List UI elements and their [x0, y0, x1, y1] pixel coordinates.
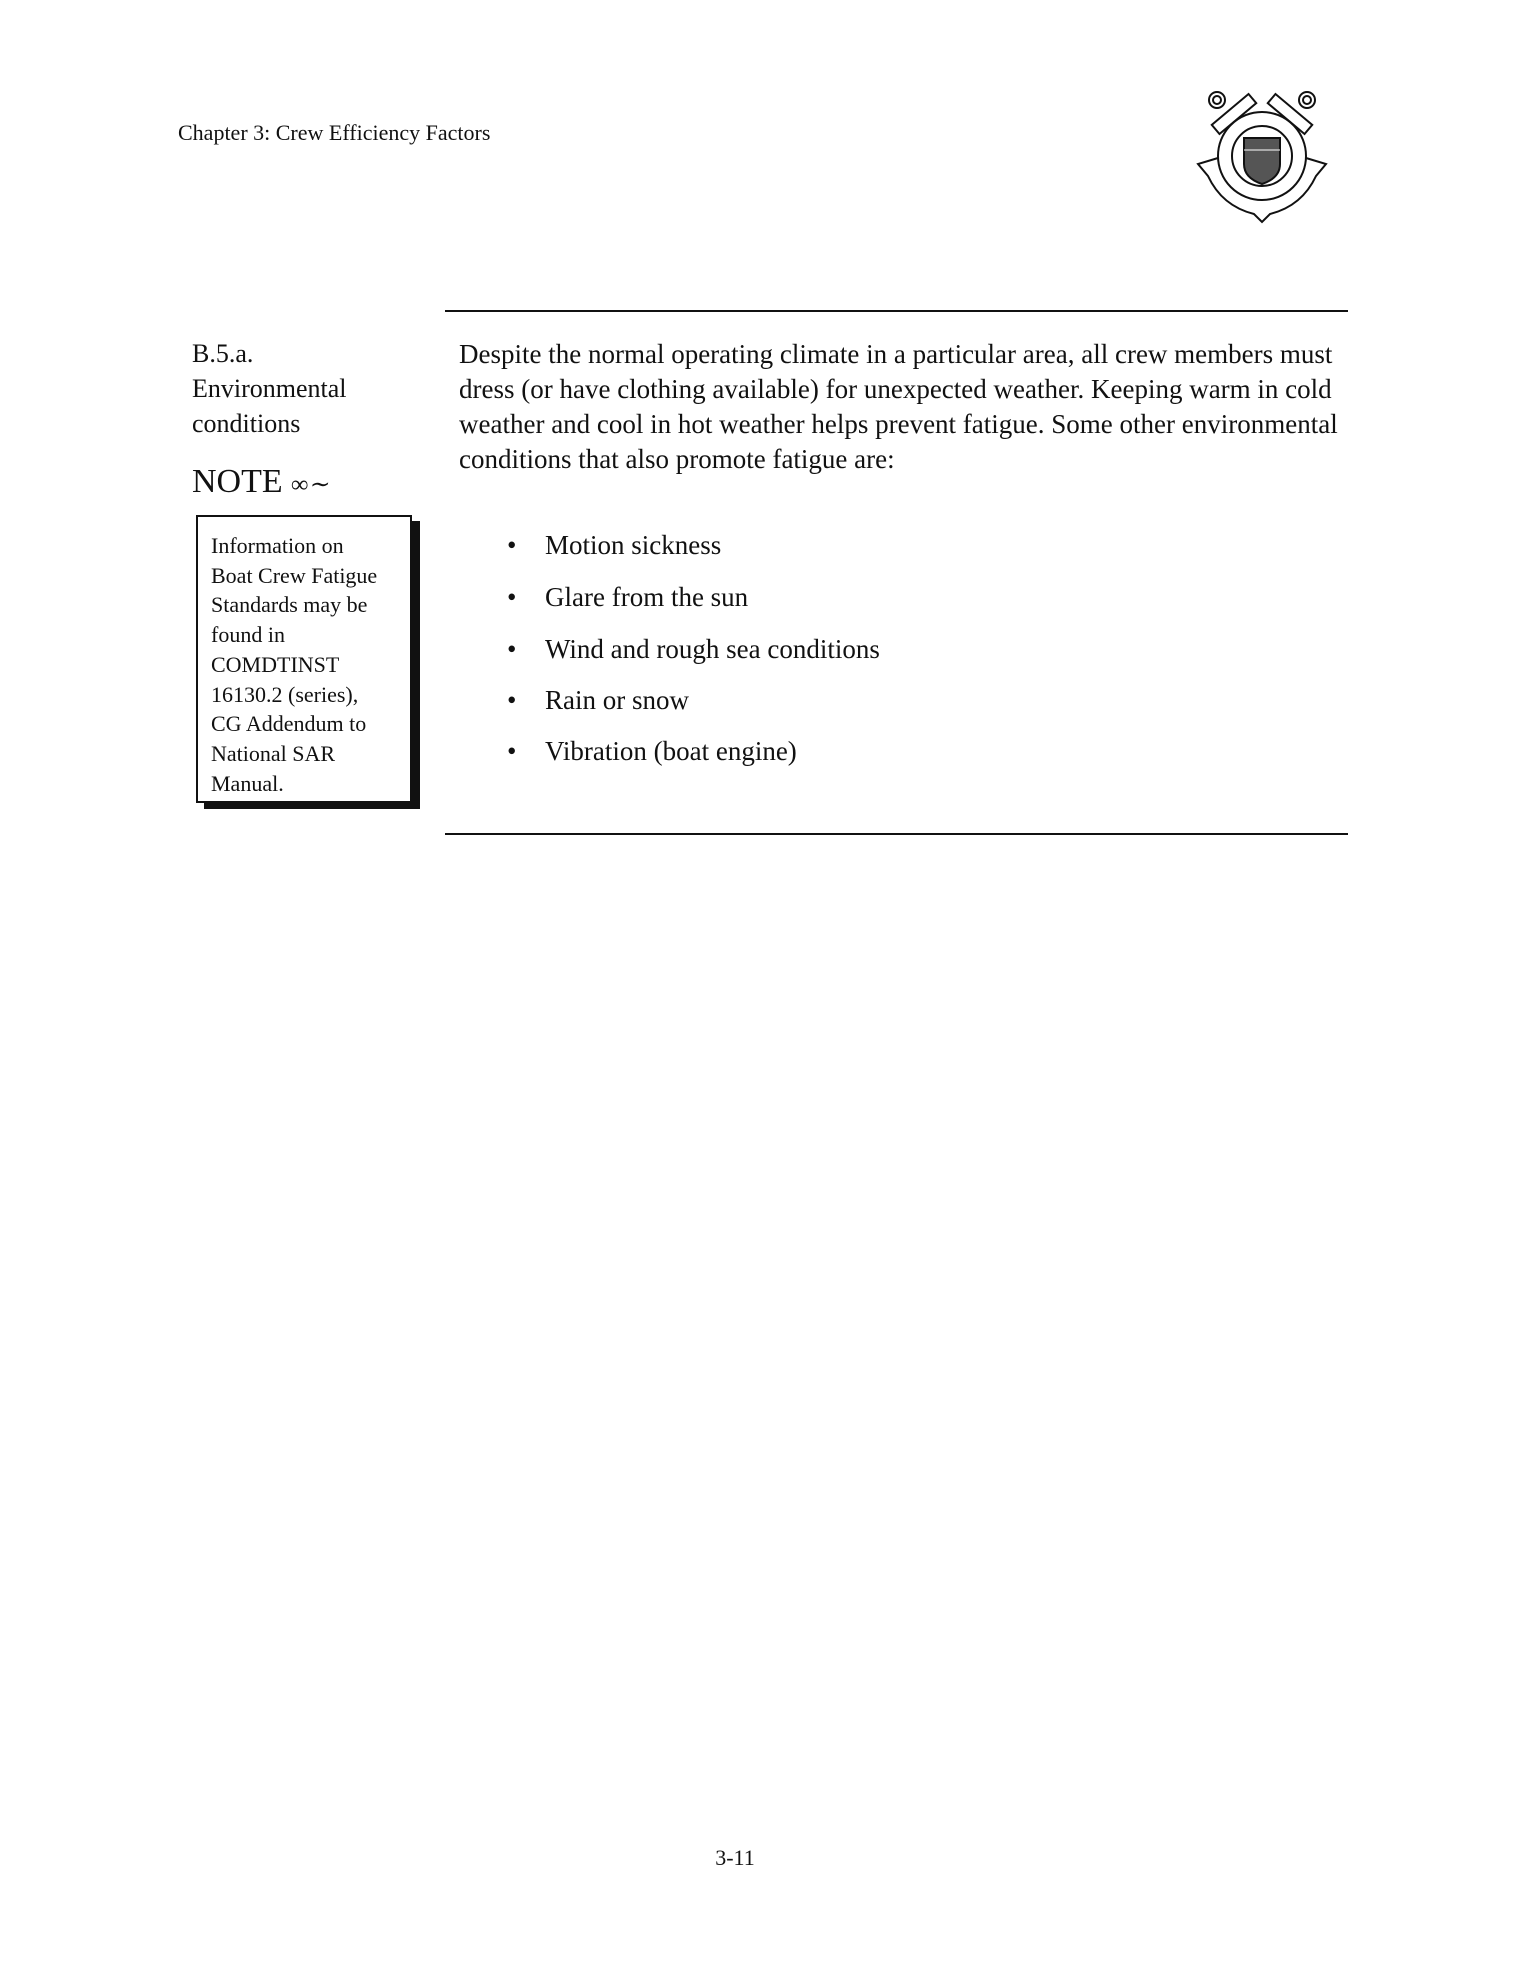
top-rule [445, 310, 1348, 312]
list-item: • Vibration (boat engine) [507, 736, 797, 766]
page-number: 3-11 [715, 1845, 755, 1870]
note-line: Manual. [211, 770, 284, 796]
coast-guard-seal-logo [1192, 86, 1332, 226]
note-heading [192, 463, 328, 501]
note-line: CG Addendum to [211, 711, 367, 737]
bottom-rule [445, 833, 1348, 835]
list-item-text: Vibration (boat engine) [545, 736, 797, 766]
eyeglasses-icon: ∞∼ [291, 472, 329, 498]
section-title-line2: conditions [192, 409, 301, 438]
note-label: NOTE [192, 463, 283, 500]
list-item-text: Glare from the sun [545, 582, 749, 612]
section-heading [192, 336, 347, 441]
list-item-text: Wind and rough sea conditions [545, 634, 880, 664]
list-item: • Glare from the sun [507, 582, 749, 612]
body-paragraph: Despite the normal operating climate in a particular area, all crew members must dress (or have clothing available) for unexpected weather. Keeping warm in cold weather and cool in hot weather helps prevent fatigue. Some other environmental conditions that also promote fatigue are: [459, 339, 1338, 474]
note-box [196, 515, 412, 803]
section-title-line1: Environmental [192, 374, 347, 403]
chapter-header: Chapter 3: Crew Efficiency Factors [178, 120, 491, 145]
note-line: Information on [211, 533, 344, 558]
note-line: National SAR [211, 740, 336, 766]
list-item-text: Rain or snow [545, 685, 689, 715]
note-line: Standards may be [211, 592, 368, 618]
note-line: COMDTINST [211, 651, 340, 677]
note-line: Boat Crew Fatigue [211, 562, 378, 588]
list-item-text: Motion sickness [545, 530, 722, 560]
list-item: • Rain or snow [507, 685, 689, 715]
section-number: B.5.a. [192, 339, 254, 368]
list-item: • Motion sickness [507, 530, 722, 560]
note-line: 16130.2 (series), [211, 681, 359, 707]
list-item: • Wind and rough sea conditions [507, 634, 880, 664]
note-line: found in [211, 622, 285, 648]
